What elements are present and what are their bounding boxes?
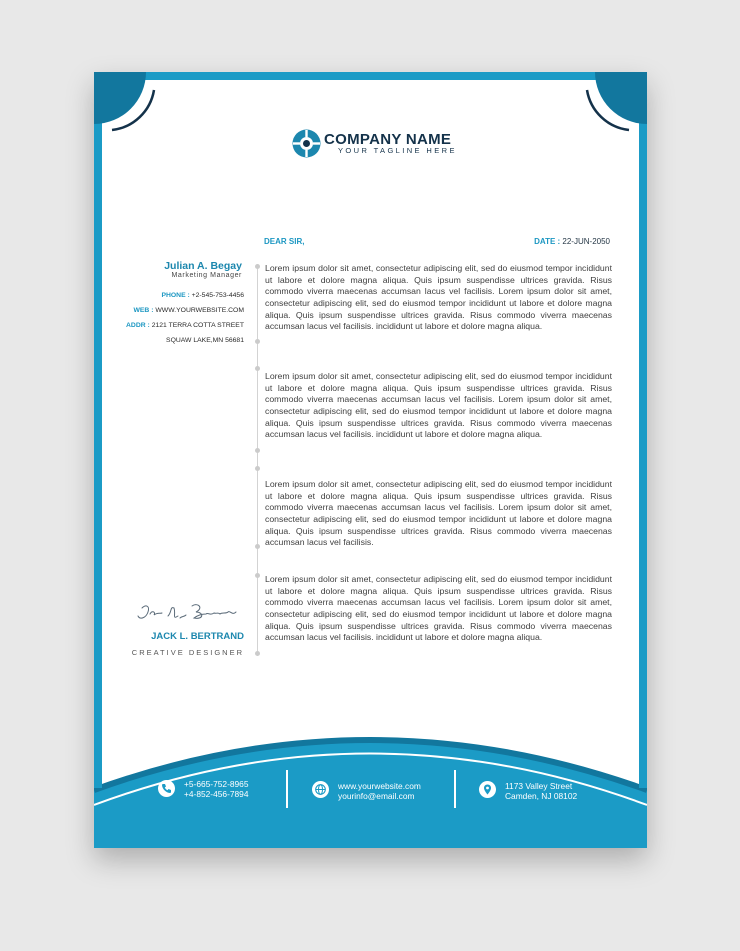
sender-role: Marketing Manager (171, 272, 242, 279)
signer-role: CREATIVE DESIGNER (131, 648, 244, 657)
footer-web-text (338, 781, 421, 801)
addr-label: ADDR : (126, 322, 150, 329)
date-label: DATE : (534, 237, 561, 246)
timeline-dot (255, 366, 260, 371)
phone-icon (158, 780, 175, 797)
footer-phone-2: +4-852-456-7894 (184, 789, 249, 799)
salutation: DEAR SIR, (264, 237, 305, 246)
footer-phone-1: +5-665-752-8965 (184, 779, 249, 789)
sender-phone (161, 292, 244, 299)
timeline-dot (255, 466, 260, 471)
footer-divider (454, 770, 456, 808)
web-value: WWW.YOURWEBSITE.COM (153, 307, 244, 314)
date-line (534, 237, 610, 246)
sender-address (126, 322, 244, 329)
body-paragraph-3: Lorem ipsum dolor sit amet, consectetur adipiscing elit, sed do eiusmod tempor incididunt ut labore et dolore magna aliqua. Quis ipsum suspendisse ultrices gravida. Risus commodo viverra maecenas accumsan lacus vel facilisis. Lorem ipsum dolor sit amet, consectetur adipiscing elit, sed do eiusmod tempor incididunt ut labore et dolore magna aliqua. Quis ipsum suspendisse ultrices gravida. Risus commodo viverra maecenas accumsan lacus vel facilisis. (265, 479, 612, 548)
body-paragraph-2: Lorem ipsum dolor sit amet, consectetur adipiscing elit, sed do eiusmod tempor incididunt ut labore et dolore magna aliqua. Quis ipsum suspendisse ultrices gravida. Risus commodo viverra maecenas accumsan lacus vel facilisis. Lorem ipsum dolor sit amet, consectetur adipiscing elit, sed do eiusmod tempor incididunt ut labore et dolore magna aliqua. Quis ipsum suspendisse ultrices gravida. Risus commodo viverra maecenas accumsan lacus vel facilisis. incididunt ut labore et dolore magna aliqua. (265, 371, 612, 440)
location-pin-icon (479, 781, 496, 798)
timeline-dot (255, 573, 260, 578)
addr-line-1: 2121 TERRA COTTA STREET (149, 322, 244, 329)
date-value: 22-JUN-2050 (560, 237, 610, 246)
globe-icon (312, 781, 329, 798)
frame-top (94, 72, 647, 80)
timeline-dot (255, 264, 260, 269)
timeline-dot (255, 339, 260, 344)
footer-website[interactable]: www.yourwebsite.com (338, 781, 421, 791)
handwritten-signature (134, 600, 244, 626)
sender-web (133, 307, 244, 314)
letterhead-page (94, 72, 647, 848)
footer-address-2: Camden, NJ 08102 (505, 791, 578, 801)
frame-right (639, 72, 647, 788)
page-background-shape (94, 72, 647, 848)
footer-divider (286, 770, 288, 808)
body-paragraph-1: Lorem ipsum dolor sit amet, consectetur adipiscing elit, sed do eiusmod tempor incididunt ut labore et dolore magna aliqua. Quis ipsum suspendisse ultrices gravida. Risus commodo viverra maecenas accumsan lacus vel facilisis. Lorem ipsum dolor sit amet, consectetur adipiscing elit, sed do eiusmod tempor incididunt ut labore et dolore magna aliqua. Quis ipsum suspendisse ultrices gravida. Risus commodo viverra maecenas accumsan lacus vel facilisis. incididunt ut labore et dolore magna aliqua. (265, 263, 612, 332)
footer-address-1: 1173 Valley Street (505, 781, 573, 791)
frame-left (94, 72, 102, 788)
body-paragraph-4: Lorem ipsum dolor sit amet, consectetur adipiscing elit, sed do eiusmod tempor incididunt ut labore et dolore magna aliqua. Quis ipsum suspendisse ultrices gravida. Risus commodo viverra maecenas accumsan lacus vel facilisis. Lorem ipsum dolor sit amet, consectetur adipiscing elit, sed do eiusmod tempor incididunt ut labore et dolore magna aliqua. Quis ipsum suspendisse ultrices gravida. Risus commodo viverra maecenas accumsan lacus vel facilisis. incididunt ut labore et dolore magna aliqua. (265, 574, 612, 643)
timeline-dot (255, 448, 260, 453)
timeline-dot (255, 651, 260, 656)
sender-name: Julian A. Begay (164, 260, 242, 272)
timeline-line (257, 266, 258, 656)
phone-value: +2-545-753-4456 (189, 292, 244, 299)
company-tagline: YOUR TAGLINE HERE (338, 146, 457, 155)
addr-line-2: SQUAW LAKE,MN 56681 (166, 337, 244, 344)
company-name: COMPANY NAME (324, 131, 452, 148)
footer-phone-text (184, 779, 249, 799)
crosshair-logo-icon (292, 129, 321, 158)
signer-name: JACK L. BERTRAND (151, 631, 244, 642)
footer-address-text (505, 781, 577, 801)
web-label: WEB : (133, 307, 154, 314)
phone-label: PHONE : (161, 292, 190, 299)
footer-email[interactable]: yourinfo@email.com (338, 791, 415, 801)
timeline-dot (255, 544, 260, 549)
